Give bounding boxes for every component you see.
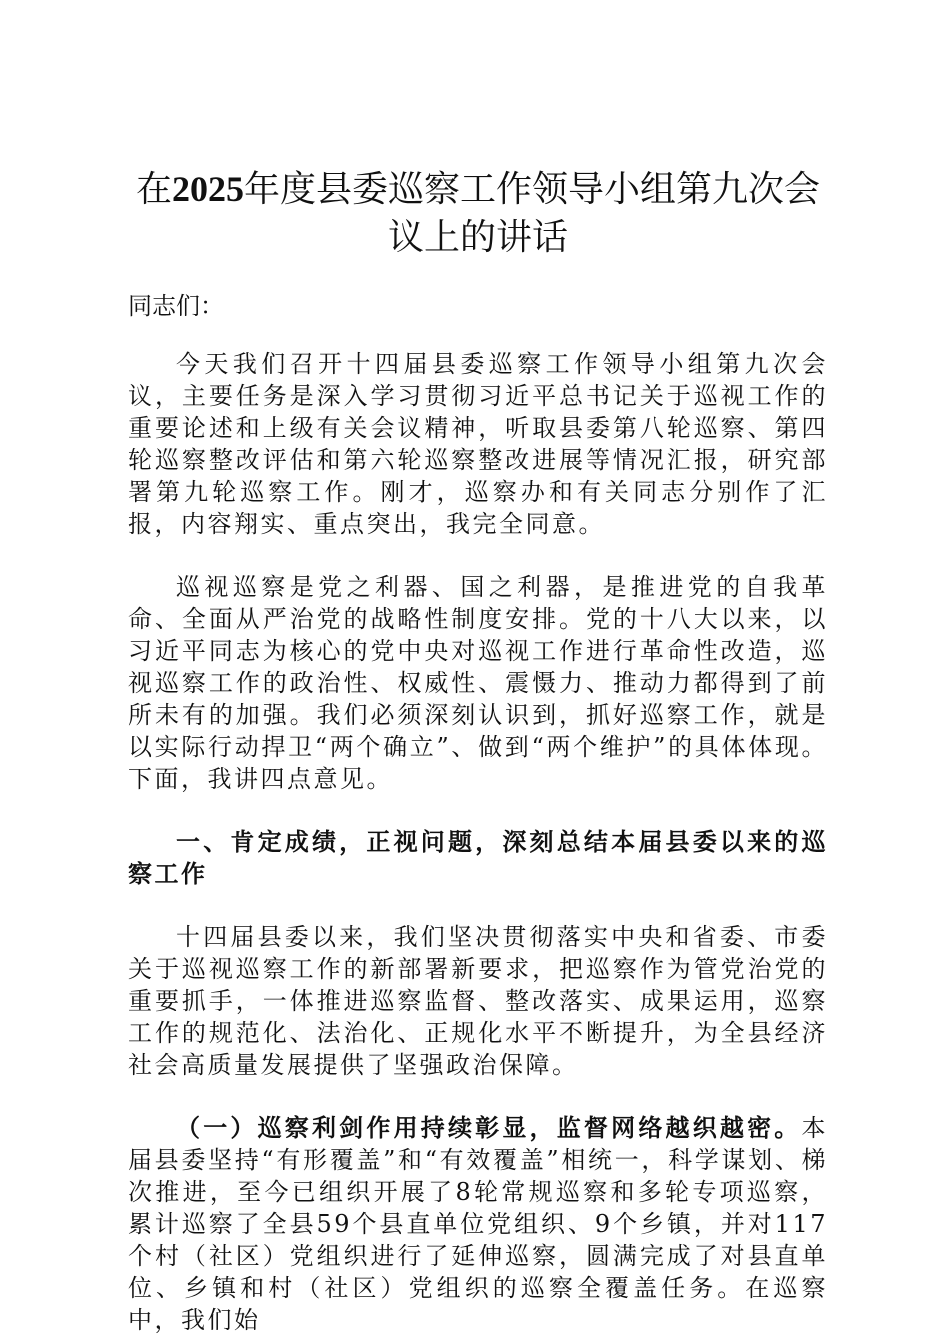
document-title bbox=[128, 165, 828, 262]
section-heading-1: 一、肯定成绩，正视问题，深刻总结本届县委以来的巡察工作 bbox=[128, 827, 828, 888]
paragraph-opening: 今天我们召开十四届县委巡察工作领导小组第九次会议，主要任务是深入学习贯彻习近平总书记关于巡视工作的重要论述和上级有关会议精神，听取县委第八轮巡察、第四轮巡察整改评估和第六轮巡察整改进展等情况汇报，研究部署第九轮巡察工作。刚才，巡察办和有关同志分别作了汇报，内容翔实、重点突出，我完全同意。 bbox=[128, 350, 828, 538]
paragraph-significance: 巡视巡察是党之利器、国之利器，是推进党的自我革命、全面从严治党的战略性制度安排。党的十八大以来，以习近平同志为核心的党中央对巡视工作进行革命性改造，巡视巡察工作的政治性、权威性、震慑力、推动力都得到了前所未有的加强。我们必须深刻认识到，抓好巡察工作，就是以实际行动捍卫“两个确立”、做到“两个维护”的具体体现。下面，我讲四点意见。 bbox=[128, 573, 828, 793]
document-body bbox=[128, 165, 828, 1336]
subsection-1-paragraph bbox=[128, 1112, 828, 1336]
section-1-intro: 十四届县委以来，我们坚决贯彻落实中央和省委、市委关于巡视巡察工作的新部署新要求，把巡察作为管党治党的重要抓手，一体推进巡察监督、整改落实、成果运用，巡察工作的规范化、法治化、正规化水平不断提升，为全县经济社会高质量发展提供了坚强政治保障。 bbox=[128, 923, 828, 1079]
salutation: 同志们： bbox=[128, 292, 224, 320]
title-prefix: 在 bbox=[135, 169, 172, 210]
title-line1-rest: 年度县委巡察工作领导小组第九次会 bbox=[244, 169, 821, 210]
title-year: 2025 bbox=[172, 169, 244, 209]
subsection-1-body: 本届县委坚持“有形覆盖”和“有效覆盖”相统一，科学谋划、梯次推进，至今已组织开展了8轮常规巡察和多轮专项巡察，累计巡察了全县59个县直单位党组织、9个乡镇，并对117个村（社区）党组织进行了延伸巡察，圆满完成了对县直单位、乡镇和村（社区）党组织的巡察全覆盖任务。在巡察中，我们始 bbox=[128, 1114, 828, 1334]
title-line2: 议上的讲话 bbox=[387, 217, 568, 258]
subsection-1-lead: （一）巡察利剑作用持续彰显，监督网络越织越密。 bbox=[176, 1113, 802, 1142]
